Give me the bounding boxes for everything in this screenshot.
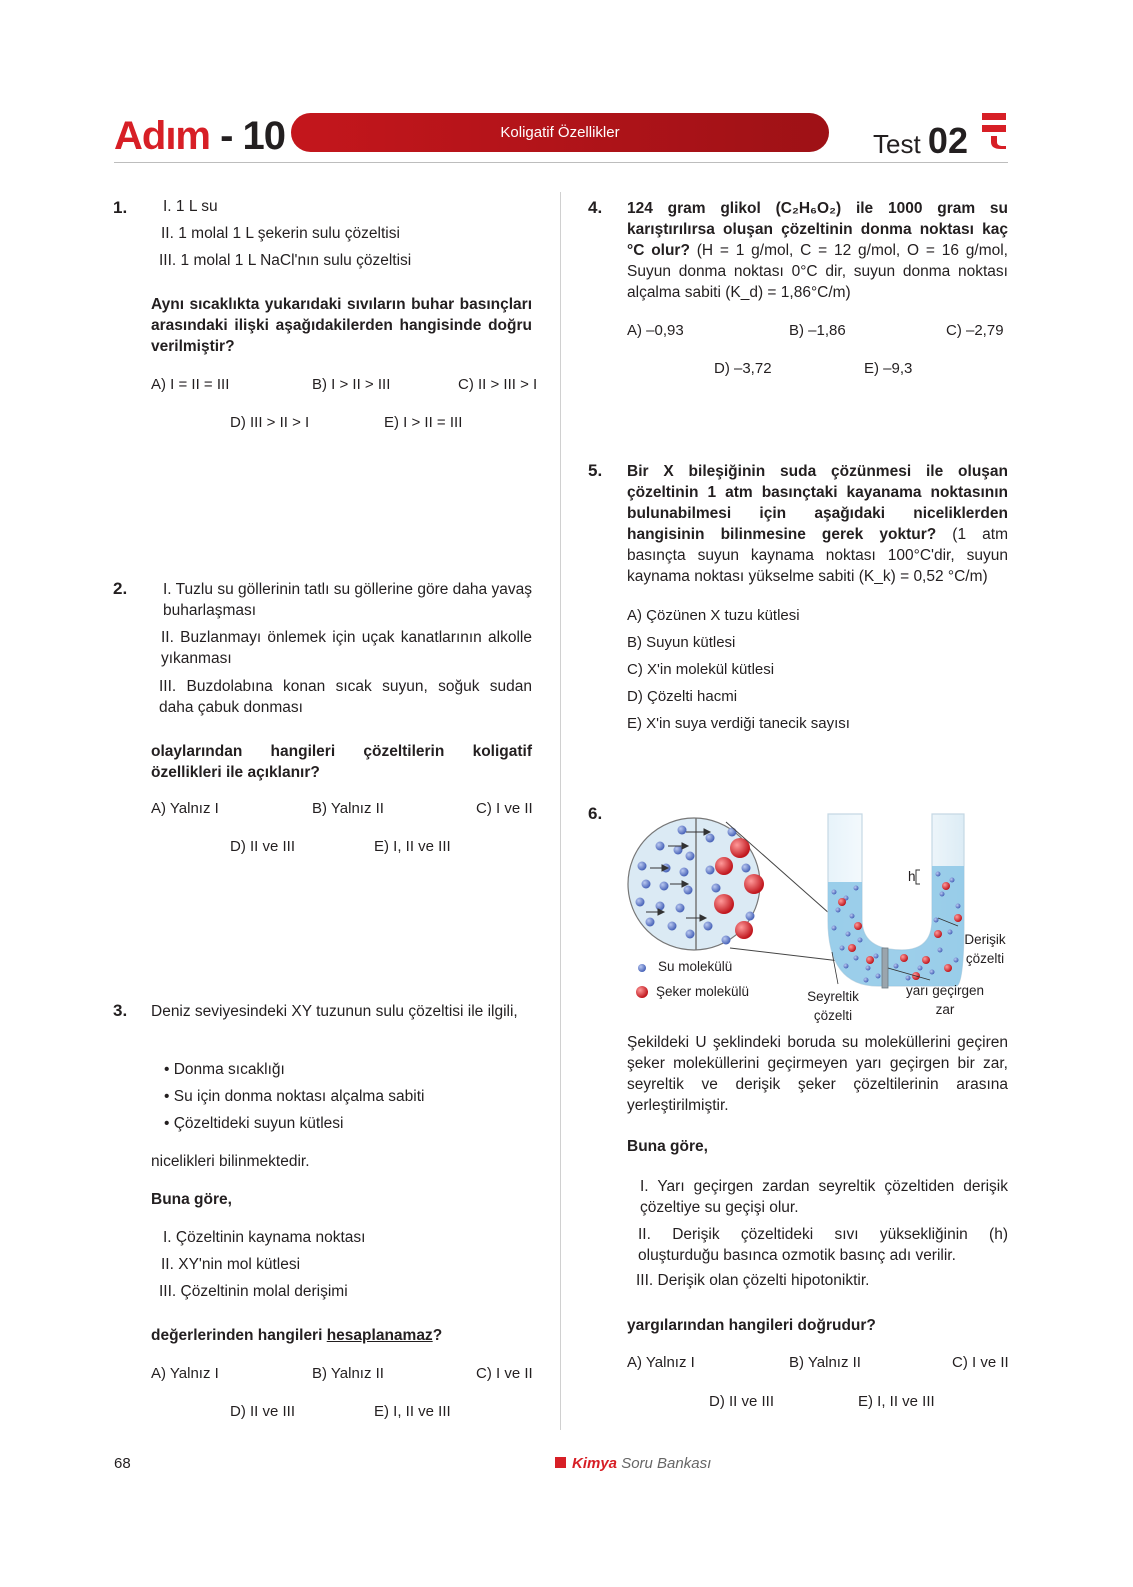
- q4-option-c[interactable]: C) –2,79: [946, 322, 1004, 339]
- q3-intro: Deniz seviyesindeki XY tuzunun sulu çözeltisi ile ilgili,: [151, 1003, 518, 1020]
- brand-adim: Adım: [114, 114, 210, 158]
- legend-water-icon: [638, 964, 646, 972]
- q5-option-a[interactable]: A) Çözünen X tuzu kütlesi: [627, 607, 800, 624]
- q6-number: 6.: [588, 804, 603, 823]
- q3-bullet-3: • Çözeltideki suyun kütlesi: [164, 1115, 344, 1132]
- q1-option-d[interactable]: D) III > II > I: [230, 414, 310, 431]
- q3-option-b[interactable]: B) Yalnız II: [312, 1365, 384, 1382]
- q6-option-c[interactable]: C) I ve II: [952, 1354, 1009, 1371]
- fig-legend-water: Su molekülü: [658, 959, 733, 974]
- q1-option-a[interactable]: A) I = II = III: [151, 376, 230, 393]
- brand-number: - 10: [220, 114, 286, 158]
- q2-option-d[interactable]: D) II ve III: [230, 838, 296, 855]
- q3-item-1: I. Çözeltinin kaynama noktası: [163, 1229, 366, 1246]
- q3-known: nicelikleri bilinmektedir.: [151, 1153, 310, 1170]
- q4-option-b[interactable]: B) –1,86: [789, 322, 846, 339]
- q4-number: 4.: [588, 198, 603, 217]
- q5-option-d[interactable]: D) Çözelti hacmi: [627, 688, 738, 705]
- q5-option-e[interactable]: E) X'in suya verdiği tanecik sayısı: [627, 715, 850, 732]
- q2-stem: olaylarından hangileri çözeltilerin koligatif özellikleri ile açıklanır?: [151, 743, 532, 781]
- q2-option-e[interactable]: E) I, II ve III: [374, 838, 451, 855]
- test-logo-icon: [981, 112, 1007, 150]
- q2-option-a[interactable]: A) Yalnız I: [151, 800, 219, 817]
- q3-bullet-1: • Donma sıcaklığı: [164, 1061, 285, 1078]
- q1-stem: Aynı sıcaklıkta yukarıdaki sıvıların buhar basınçları arasındaki ilişki aşağıdakilerden hangisinde doğru verilmiştir?: [151, 296, 532, 355]
- q5-option-b[interactable]: B) Suyun kütlesi: [627, 634, 736, 651]
- header-divider: [114, 162, 1008, 163]
- legend-sugar-icon: [636, 986, 648, 998]
- test-label: Test 02: [873, 120, 968, 161]
- topic-banner: [291, 113, 829, 152]
- q4-option-d[interactable]: D) –3,72: [714, 360, 772, 377]
- q5-number: 5.: [588, 461, 603, 480]
- q1-number: 1.: [113, 198, 128, 217]
- q3-option-d[interactable]: D) II ve III: [230, 1403, 296, 1420]
- q6-option-b[interactable]: B) Yalnız II: [789, 1354, 861, 1371]
- q6-option-a[interactable]: A) Yalnız I: [627, 1354, 695, 1371]
- q3-item-3: III. Çözeltinin molal derişimi: [159, 1283, 348, 1300]
- q1-item-3: III. 1 molal 1 L NaCl'nın sulu çözeltisi: [159, 252, 412, 269]
- u-tube: [828, 814, 964, 988]
- fig-concentrated-label: Derişik çözelti: [964, 932, 1006, 966]
- test-number: 02: [927, 120, 968, 161]
- topic-title: Koligatif Özellikler: [500, 124, 620, 141]
- q6-item-3: III. Derişik olan çözelti hipotoniktir.: [636, 1272, 870, 1289]
- q2-item-3: III. Buzdolabına konan sıcak suyun, soğuk sudan daha çabuk donması: [159, 678, 532, 716]
- q2-item-2: II. Buzlanmayı önlemek için uçak kanatlarının alkolle yıkanması: [161, 629, 532, 667]
- q5-text: Bir X bileşiğinin suda çözünmesi ile oluşan çözeltinin 1 atm basınçtaki kayanama noktasının bulunabilmesi için aşağıdaki niceliklerden hangisinin bilinmesine gerek yoktur? (1 atm basınçta suyun kaynama noktası 100°C'dir, suyun kaynama noktası yükselme sabiti (K_k) = 0,52 °C/m): [627, 463, 1008, 585]
- q6-item-1: I. Yarı geçirgen zardan seyreltik çözeltiden derişik çözeltiye su geçişi olur.: [640, 1178, 1008, 1216]
- q1-item-2: II. 1 molal 1 L şekerin sulu çözeltisi: [161, 225, 400, 242]
- page-number: 68: [114, 1455, 131, 1472]
- q3-item-2: II. XY'nin mol kütlesi: [161, 1256, 301, 1273]
- fig-h-label: h: [908, 869, 916, 884]
- q3-number: 3.: [113, 1001, 128, 1020]
- q5-option-c[interactable]: C) X'in molekül kütlesi: [627, 661, 775, 678]
- q1-option-b[interactable]: B) I > II > III: [312, 376, 391, 393]
- q6-option-e[interactable]: E) I, II ve III: [858, 1393, 935, 1410]
- q6-item-2: II. Derişik çözeltideki sıvı yüksekliğinin (h) oluşturduğu basınca ozmotik basınç adı verilir.: [638, 1226, 1008, 1264]
- q3-option-e[interactable]: E) I, II ve III: [374, 1403, 451, 1420]
- q3-lead: Buna göre,: [151, 1191, 232, 1208]
- brand-logo: [114, 114, 285, 159]
- book-title: Kimya Soru Bankası: [555, 1455, 711, 1472]
- q4-option-e[interactable]: E) –9,3: [864, 360, 913, 377]
- q1-option-e[interactable]: E) I > II = III: [384, 414, 463, 431]
- q3-option-a[interactable]: A) Yalnız I: [151, 1365, 219, 1382]
- q3-stem: değerlerinden hangileri hesaplanamaz?: [151, 1327, 443, 1344]
- fig-membrane-label: yarı geçirgen zar: [905, 983, 985, 1017]
- q2-number: 2.: [113, 579, 128, 598]
- column-divider: [560, 192, 561, 1430]
- q1-option-c[interactable]: C) II > III > I: [458, 376, 538, 393]
- q2-item-1: I. Tuzlu su göllerinin tatlı su göllerine göre daha yavaş buharlaşması: [163, 581, 532, 619]
- q6-lead: Buna göre,: [627, 1138, 708, 1155]
- bullet-square-icon: [555, 1457, 566, 1468]
- q6-stem: yargılarından hangileri doğrudur?: [627, 1317, 876, 1334]
- q3-option-c[interactable]: C) I ve II: [476, 1365, 533, 1382]
- q6-description: Şekildeki U şeklindeki boruda su moleküllerini geçiren şeker moleküllerini geçirmeyen yarı geçirgen bir zar, seyreltik ve derişik şeker çözeltilerinin arasına yerleştirilmiştir.: [627, 1034, 1008, 1114]
- q4-option-a[interactable]: A) –0,93: [627, 322, 684, 339]
- q6-option-d[interactable]: D) II ve III: [709, 1393, 775, 1410]
- q2-option-c[interactable]: C) I ve II: [476, 800, 533, 817]
- fig-dilute-label: Seyreltik çözelti: [807, 989, 859, 1023]
- q3-stem-emphasis: hesaplanamaz: [326, 1327, 433, 1344]
- q2-option-b[interactable]: B) Yalnız II: [312, 800, 384, 817]
- q3-bullet-2: • Su için donma noktası alçalma sabiti: [164, 1088, 425, 1105]
- q1-item-1: I. 1 L su: [163, 198, 218, 215]
- q4-text: 124 gram glikol (C₂H₆O₂) ile 1000 gram su karıştırılırsa oluşan çözeltinin donma noktası kaç °C olur? (H = 1 g/mol, C = 12 g/mol, O = 16 g/mol, Suyun donma noktası 0°C dir, suyun donma noktası alçalma sabiti (K_d) = 1,86°C/m): [627, 200, 1008, 301]
- fig-legend-sugar: Şeker molekülü: [656, 984, 750, 999]
